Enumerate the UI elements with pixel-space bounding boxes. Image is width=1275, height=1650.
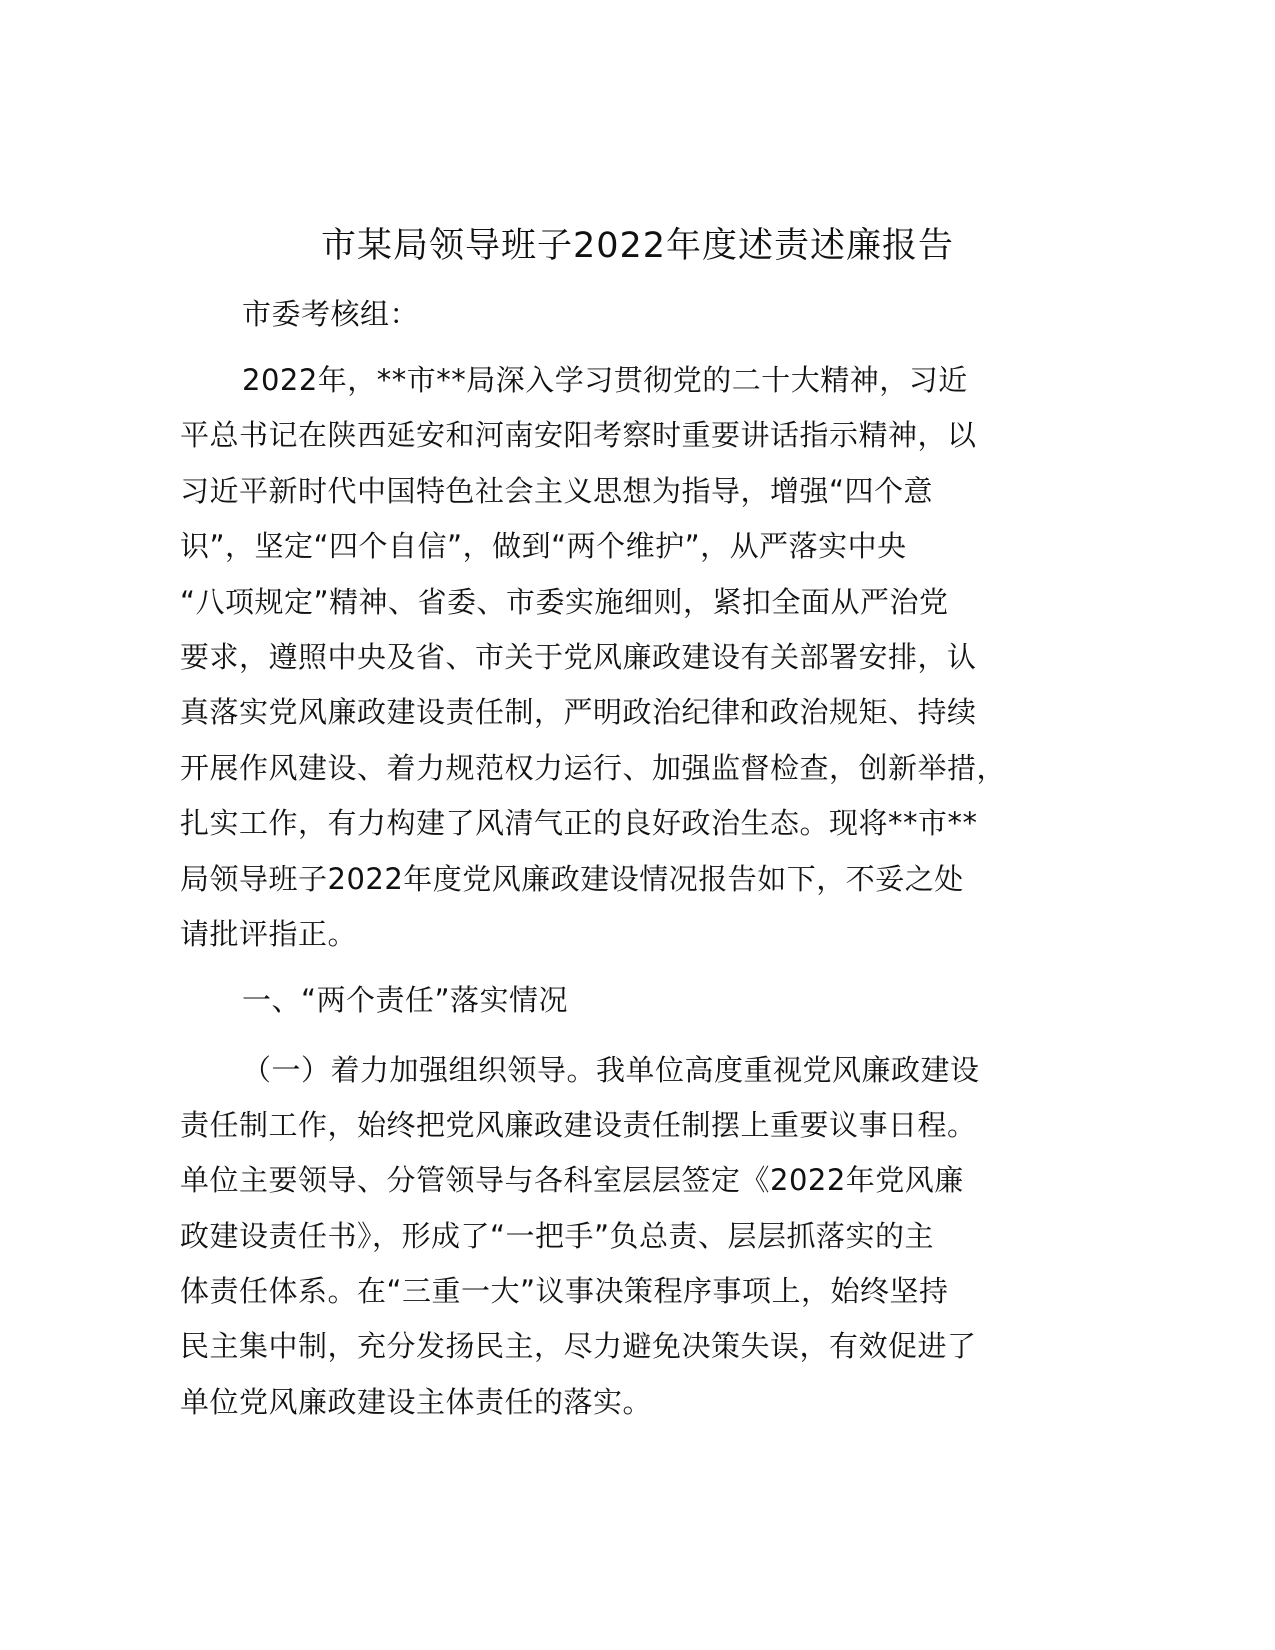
paragraph-line: （一）着力加强组织领导。我单位高度重视党风廉政建设 (242, 1053, 980, 1087)
paragraph-line: 单位主要领导、分管领导与各科室层层签定《2022年党风廉 (180, 1163, 964, 1197)
paragraph-line: 责任制工作，始终把党风廉政建设责任制摆上重要议事日程。 (180, 1108, 977, 1142)
paragraph-line: 请批评指正。 (180, 917, 358, 951)
paragraph-line: 识”，坚定“四个自信”，做到“两个维护”，从严落实中央 (180, 529, 907, 563)
salutation: 市委考核组： (242, 297, 420, 331)
document-title: 市某局领导班子2022年度述责述廉报告 (320, 226, 955, 266)
paragraph-line: 习近平新时代中国特色社会主义思想为指导，增强“四个意 (180, 474, 934, 508)
paragraph-line: 2022年，**市**局深入学习贯彻党的二十大精神，习近 (242, 363, 968, 397)
paragraph-line: 单位党风廉政建设主体责任的落实。 (180, 1385, 653, 1419)
paragraph-line: 局领导班子2022年度党风廉政建设情况报告如下，不妥之处 (180, 862, 964, 896)
paragraph-line: 真落实党风廉政建设责任制，严明政治纪律和政治规矩、持续 (180, 695, 977, 729)
paragraph-line: 开展作风建设、着力规范权力运行、加强监督检查，创新举措， (180, 751, 1007, 785)
paragraph-line: 民主集中制，充分发扬民主，尽力避免决策失误，有效促进了 (180, 1329, 977, 1363)
paragraph-line: “八项规定”精神、省委、市委实施细则，紧扣全面从严治党 (180, 585, 949, 619)
paragraph-line: 体责任体系。在“三重一大”议事决策程序事项上，始终坚持 (180, 1274, 949, 1308)
section-heading: 一、“两个责任”落实情况 (242, 983, 569, 1017)
paragraph-line: 扎实工作，有力构建了风清气正的良好政治生态。现将**市** (180, 806, 978, 840)
paragraph-line: 政建设责任书》，形成了“一把手”负总责、层层抓落实的主 (180, 1219, 935, 1253)
paragraph-line: 平总书记在陕西延安和河南安阳考察时重要讲话指示精神，以 (180, 418, 977, 452)
paragraph-line: 要求，遵照中央及省、市关于党风廉政建设有关部署安排，认 (180, 640, 977, 674)
